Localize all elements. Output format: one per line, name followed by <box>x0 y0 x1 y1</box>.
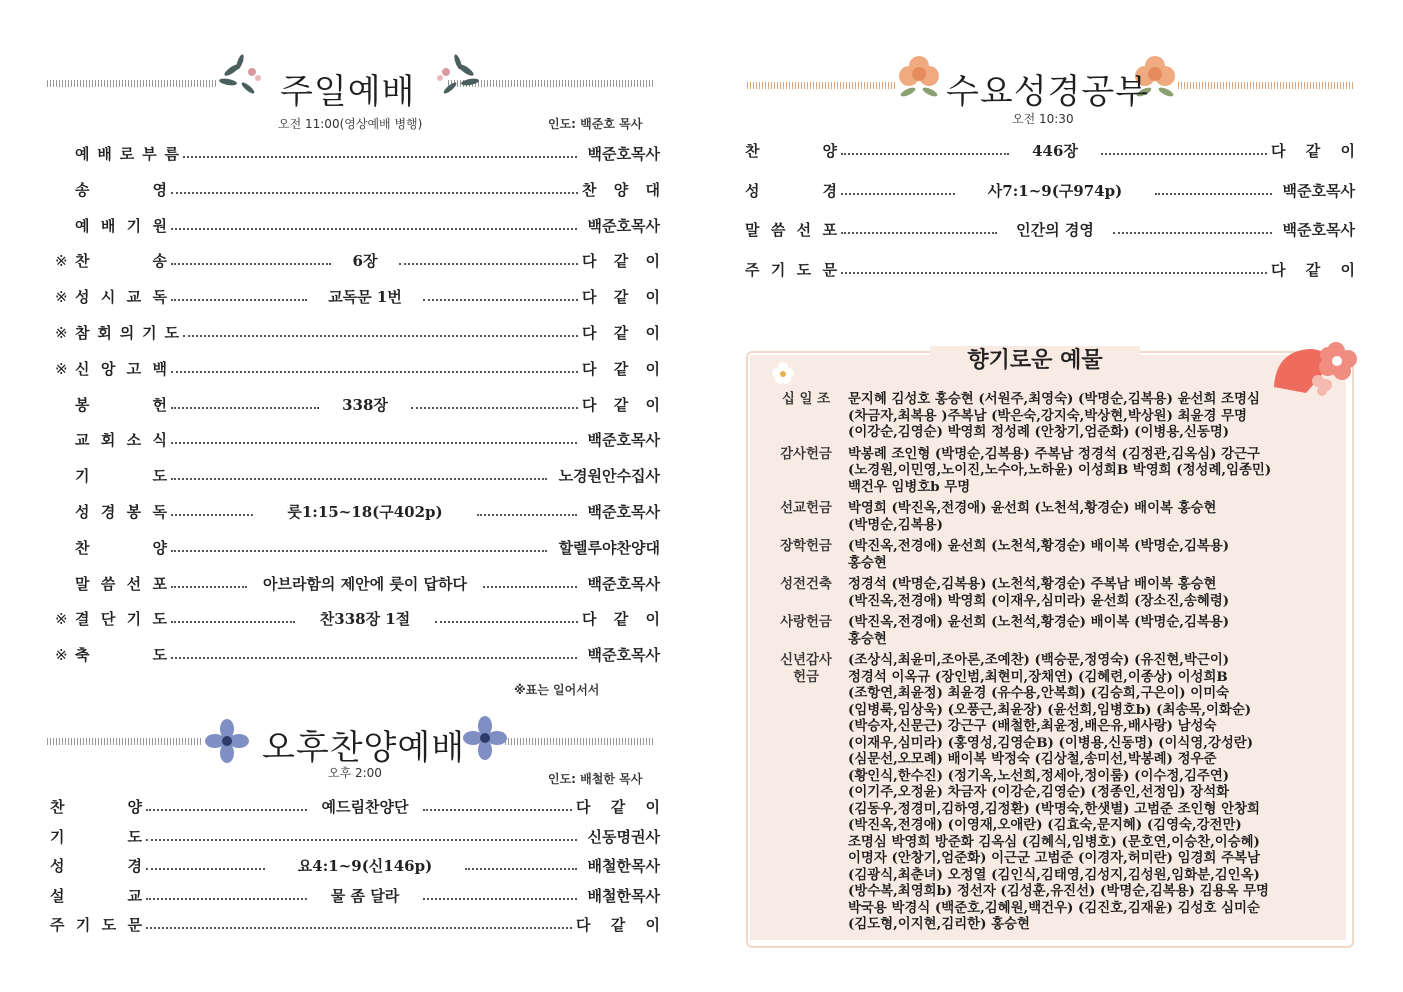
leader-dots <box>183 335 578 337</box>
sunday-order-row <box>55 178 660 202</box>
blue-flower-icon <box>462 715 508 761</box>
leader-dots <box>146 898 307 900</box>
offering-line: (박진옥,전경애) (이영재,오애란) (김효숙,문지혜) (김영숙,강전만) <box>848 817 1242 833</box>
afternoon-order-content: 예드림찬양단 <box>321 798 409 816</box>
sunday-order-label: 기 도 <box>75 467 167 486</box>
wednesday-order-person: 백준호목사 <box>1282 221 1355 239</box>
afternoon-order-row <box>50 913 660 937</box>
offering-category: 감사헌금 <box>780 445 832 462</box>
offering-line: (김광식,최춘녀) 오정열 (김인식,김태영,김성지,김성원,임화분,김인옥) <box>848 866 1260 883</box>
afternoon-order-label: 기 도 <box>50 827 142 846</box>
leader-dots <box>841 232 997 234</box>
leader-dots <box>171 228 577 230</box>
standing-mark: ※ <box>55 288 68 307</box>
sunday-order-row <box>55 428 660 452</box>
wednesday-order-content: 446장 <box>1032 142 1078 160</box>
standing-mark: ※ <box>55 359 68 378</box>
blue-flower-icon <box>204 718 250 764</box>
leader-dots <box>171 478 547 480</box>
leader-dots <box>171 550 547 552</box>
sunday-order-row <box>55 214 660 238</box>
sunday-order-row <box>55 393 660 417</box>
sunday-time: 오전 11:00(영상예배 병행) <box>278 117 423 131</box>
sunday-order-label: 찬 양 <box>75 538 167 557</box>
sunday-order-label: 성 경 봉 독 <box>75 503 167 521</box>
wednesday-order-content: 인간의 경영 <box>1016 221 1094 239</box>
afternoon-order-person: 배철한목사 <box>587 857 660 875</box>
afternoon-order-label: 찬 양 <box>50 798 142 816</box>
offering-names <box>848 652 1342 933</box>
offering-line: 정경석 이옥규 (장인범,최현미,장채연) (김혜련,이종상) 이성희B <box>848 668 1228 685</box>
divider-left-afternoon <box>47 738 203 745</box>
sunday-order-row <box>55 249 660 273</box>
sunday-order-person: 다 같 이 <box>582 359 660 378</box>
offering-line: 조명심 박영희 방준화 김옥심 (김혜식,임병호) (문호연,이승찬,이승혜) <box>848 833 1260 850</box>
sunday-order-row <box>55 607 660 631</box>
standing-mark: ※ <box>55 252 68 271</box>
offering-line: (임병룩,임상욱) (오풍근,최윤장) (윤선희,임병호b) (최송목,이화순) <box>848 701 1252 718</box>
offering-line: (황인식,한수진) (정기옥,노선희,정세아,정이룸) (이수정,김주연) <box>848 767 1230 784</box>
leader-dots <box>171 371 578 373</box>
afternoon-order-row <box>50 884 660 908</box>
offering-line: 정경석 (박명순,김복용) (노천석,황경순) 주복남 배이복 홍승현 <box>848 576 1217 592</box>
leader-dots <box>411 407 578 409</box>
leader-dots <box>1155 193 1272 195</box>
wednesday-time: 오전 10:30 <box>1012 112 1074 126</box>
offering-line: 문지혜 김성호 홍승현 (서원주,최영숙) (박명순,김복용) 윤선희 조명심 <box>848 391 1260 407</box>
sunday-order-label: 봉 헌 <box>75 395 167 414</box>
afternoon-order-content: 물 좀 달라 <box>330 886 400 905</box>
red-flower-cluster-icon <box>1266 337 1362 397</box>
offering-line: (차금자,최복용 )주복남 (박은숙,강지숙,박상현,박상원) 최윤경 무명 <box>848 407 1247 424</box>
afternoon-order-label: 성 경 <box>50 857 142 875</box>
offering-category: 십 일 조 <box>781 391 831 407</box>
wednesday-order-person: 다 같 이 <box>1271 142 1355 160</box>
offering-category: 선교헌금 <box>780 500 832 516</box>
sunday-order-row <box>55 500 660 524</box>
afternoon-order-person: 신동명권사 <box>587 827 660 846</box>
leader-dots <box>171 299 307 301</box>
offering-line: (김동우,정경미,김하영,김정환) (박명숙,한샛별) 고범준 조인형 안창희 <box>848 800 1260 817</box>
offering-line: (이강순,김영순) 박영희 정성례 (안창기,엄준화) (이병용,신동명) <box>848 424 1230 440</box>
wednesday-order-label: 찬 양 <box>745 142 837 160</box>
offering-category: 성전건축 <box>780 576 832 592</box>
small-flower-icon <box>770 360 796 386</box>
leaf-ornament-icon <box>218 52 270 102</box>
sunday-order-person: 노경원안수집사 <box>558 467 660 486</box>
offering-category: 사랑헌금 <box>780 614 832 630</box>
sunday-order-person: 백준호목사 <box>587 574 660 593</box>
sunday-order-person: 다 같 이 <box>582 324 660 342</box>
leader-dots <box>423 809 572 811</box>
offering-names <box>848 500 1342 533</box>
leader-dots <box>171 407 319 409</box>
sunday-order-content: 338장 <box>342 395 388 414</box>
sunday-order-label: 신 앙 고 백 <box>75 359 167 378</box>
standing-note: ※표는 일어서서 <box>514 683 600 697</box>
wednesday-order-label: 주 기 도 문 <box>745 260 837 279</box>
leader-dots <box>841 272 1267 274</box>
wednesday-order-label: 성 경 <box>745 181 837 200</box>
sunday-order-row <box>55 536 660 560</box>
leader-dots <box>423 898 577 900</box>
leader-dots <box>183 156 577 158</box>
offering-names <box>848 538 1342 571</box>
offering-line: 박국용 박경식 (백준호,김혜원,백건우) (김진호,김재윤) 김성호 심미순 <box>848 899 1260 916</box>
sunday-order-person: 백준호목사 <box>587 431 660 450</box>
offering-line: 박봉례 조인형 (박명순,김복용) 주복남 정경석 (김정관,김옥심) 강근구 <box>848 445 1260 462</box>
afternoon-order-label: 설 교 <box>50 886 142 905</box>
leader-dots <box>171 263 331 265</box>
offering-line: (조항연,최윤정) 최윤경 (유수용,안복희) (김승희,구은이) 이미숙 <box>848 685 1230 701</box>
leader-dots <box>171 514 253 516</box>
offering-names <box>848 446 1342 496</box>
sunday-order-label: 참 회 의 기 도 <box>75 324 179 342</box>
leader-dots <box>1113 232 1272 234</box>
sunday-order-label: 말 씀 선 포 <box>75 574 167 593</box>
offering-line: (박진옥,전경애) 윤선희 (노천석,황경순) 배이복 (박명순,김복용) <box>848 614 1230 630</box>
sunday-order-content: 6장 <box>352 252 378 271</box>
leader-dots <box>171 621 295 623</box>
sunday-order-label: 교 회 소 식 <box>75 431 167 450</box>
sunday-order-row <box>55 643 660 667</box>
divider-right-wednesday <box>1178 82 1354 89</box>
leader-dots <box>171 192 578 194</box>
sunday-order-person: 할렐루야찬양대 <box>558 538 660 557</box>
offering-names <box>848 576 1342 609</box>
sunday-order-content: 룻1:15~18(구402p) <box>287 503 443 521</box>
afternoon-order-row <box>50 795 660 819</box>
sunday-order-row <box>55 321 660 345</box>
sunday-order-label: 성 시 교 독 <box>75 288 167 307</box>
leader-dots <box>171 586 247 588</box>
afternoon-order-person: 다 같 이 <box>576 798 660 816</box>
sunday-order-label: 예 배 기 원 <box>75 216 167 235</box>
afternoon-title: 오후찬양예배 <box>262 728 466 768</box>
sunday-order-person: 찬 양 대 <box>582 180 660 199</box>
sunday-order-row <box>55 572 660 596</box>
wednesday-title: 수요성경공부 <box>946 72 1150 112</box>
offering-line: (박진옥,전경애) 박영희 (이재우,심미라) 윤선희 (장소진,송혜령) <box>848 592 1230 609</box>
sunday-order-label: 찬 송 <box>75 252 167 271</box>
sunday-order-label: 축 도 <box>75 646 167 665</box>
sunday-order-person: 백준호목사 <box>587 216 660 235</box>
sunday-order-person: 백준호목사 <box>587 145 660 163</box>
offering-line: (박승자,신문근) 강근구 (배철한,최윤정,배은유,배사랑) 남성숙 <box>848 718 1217 734</box>
sunday-order-row <box>55 142 660 166</box>
offering-line: (이기주,오정윤) 차금자 (이강순,김영순) (정종인,선정임) 장석화 <box>848 784 1230 800</box>
offering-line: 이명자 (안창기,엄준화) 이근군 고범준 (이경자,허미란) 임경희 주복남 <box>848 850 1260 866</box>
offering-line: 백건우 임병호b 무명 <box>848 478 971 495</box>
offering-line: (박명순,김복용) <box>848 516 943 533</box>
offering-category: 장학헌금 <box>780 538 832 554</box>
offering-names <box>848 614 1342 647</box>
sunday-order-row <box>55 285 660 309</box>
offering-line: (박진옥,전경애) 윤선희 (노천석,황경순) 배이복 (박명순,김복용) <box>848 538 1230 554</box>
sunday-order-person: 다 같 이 <box>582 252 660 271</box>
leader-dots <box>465 868 577 870</box>
sunday-order-row <box>55 357 660 381</box>
leader-dots <box>483 586 577 588</box>
wednesday-order-row <box>745 179 1355 203</box>
standing-mark: ※ <box>55 646 68 665</box>
sunday-leader: 인도: 백준호 목사 <box>548 117 643 131</box>
offering-line: (김도형,이지현,김리한) 홍승현 <box>848 916 1030 932</box>
offering-line: 박영희 (박진옥,전경애) 윤선희 (노천석,황경순) 배이복 홍승현 <box>848 500 1217 516</box>
leader-dots <box>146 927 572 929</box>
afternoon-leader: 인도: 배철한 목사 <box>548 772 643 786</box>
sunday-order-person: 다 같 이 <box>582 288 660 307</box>
leader-dots <box>423 299 578 301</box>
standing-mark: ※ <box>55 610 68 629</box>
sunday-order-person: 다 같 이 <box>582 610 660 629</box>
afternoon-order-person: 다 같 이 <box>576 916 660 934</box>
wednesday-order-label: 말 씀 선 포 <box>745 221 837 239</box>
wednesday-order-content: 사7:1~9(구974p) <box>987 181 1123 200</box>
wednesday-order-person: 백준호목사 <box>1282 181 1355 200</box>
offering-line: (노경원,이민영,노이진,노수아,노하윤) 이성희B 박영희 (정성례,임종민) <box>848 462 1272 478</box>
sunday-order-person: 백준호목사 <box>587 503 660 521</box>
sunday-order-person: 백준호목사 <box>587 646 660 665</box>
leader-dots <box>841 153 1009 155</box>
wednesday-order-row <box>745 139 1355 163</box>
leader-dots <box>477 514 577 516</box>
afternoon-order-label: 주 기 도 문 <box>50 916 142 934</box>
sunday-order-content: 찬338장 1절 <box>319 610 411 629</box>
afternoon-order-person: 배철한목사 <box>587 886 660 905</box>
leader-dots <box>146 809 307 811</box>
sunday-order-row <box>55 464 660 488</box>
leader-dots <box>146 868 265 870</box>
peach-flower-icon <box>896 52 942 100</box>
offering-line: 홍승현 <box>848 630 887 647</box>
leader-dots <box>1101 153 1267 155</box>
afternoon-time: 오후 2:00 <box>328 766 382 780</box>
wednesday-order-person: 다 같 이 <box>1271 260 1355 279</box>
wednesday-order-row <box>745 258 1355 282</box>
offering-line: 홍승현 <box>848 554 887 571</box>
leaf-ornament-icon <box>428 52 480 102</box>
leader-dots <box>146 839 577 841</box>
offering-line: (조상식,최윤미,조아론,조예찬) (백승문,정영숙) (유진현,박근이) <box>848 652 1230 668</box>
leader-dots <box>171 442 577 444</box>
offering-line: (심문선,오모례) 배이복 박정숙 (김상철,송미선,박봉례) 정우준 <box>848 751 1217 767</box>
sunday-order-person: 다 같 이 <box>582 395 660 414</box>
wednesday-order-row <box>745 218 1355 242</box>
leader-dots <box>841 193 955 195</box>
sunday-order-label: 예 배 로 부 름 <box>75 145 179 163</box>
sunday-order-label: 결 단 기 도 <box>75 610 167 629</box>
divider-right-afternoon <box>505 738 654 745</box>
offering-title: 향기로운 예물 <box>930 346 1140 376</box>
sunday-order-label: 송 영 <box>75 180 167 199</box>
divider-left-sunday <box>47 80 217 87</box>
sunday-title: 주일예배 <box>280 72 416 112</box>
sunday-order-content: 교독문 1번 <box>328 288 402 307</box>
sunday-order-content: 아브라함의 제안에 룻이 답하다 <box>262 574 468 593</box>
offering-category: 신년감사 헌금 <box>780 652 832 685</box>
standing-mark: ※ <box>55 324 68 342</box>
afternoon-order-content: 요4:1~9(신146p) <box>297 857 433 875</box>
offering-line: (방수복,최영희b) 정선자 (김성훈,유진선) (박명순,김복용) 김용옥 무명 <box>848 883 1269 899</box>
leader-dots <box>435 621 578 623</box>
afternoon-order-row <box>50 854 660 878</box>
offering-names <box>848 391 1342 441</box>
offering-line: (이재우,심미라) (홍영성,김영순B) (이병용,신동명) (이식영,강성란) <box>848 734 1254 751</box>
afternoon-order-row <box>50 825 660 849</box>
leader-dots <box>399 263 578 265</box>
leader-dots <box>171 657 577 659</box>
divider-left-wednesday <box>747 82 895 89</box>
